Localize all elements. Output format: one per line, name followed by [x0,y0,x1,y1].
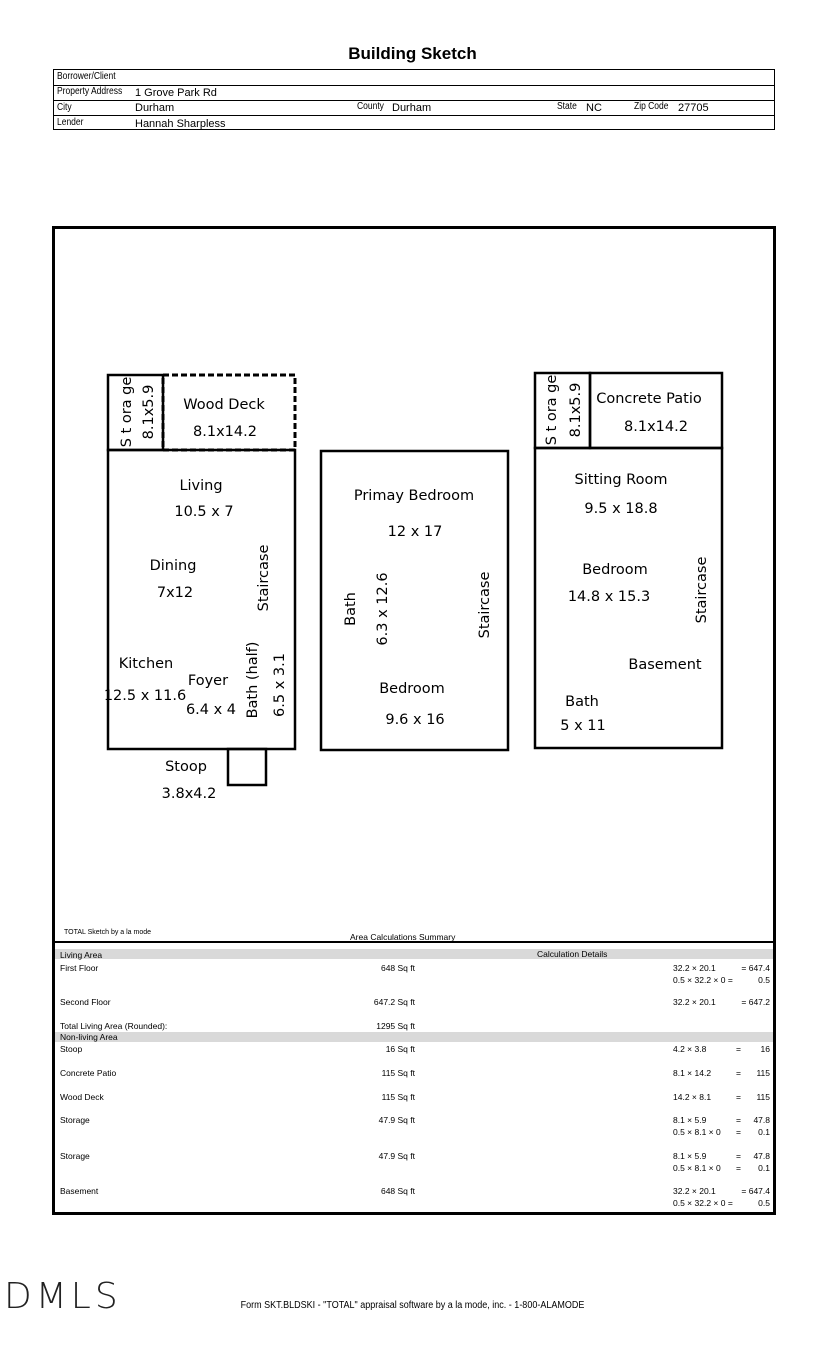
lender-label: Lender [57,117,84,128]
calc-equals: = [736,1127,741,1137]
bath-3-label: Bath [565,694,599,710]
summary-row-area: 115 Sq ft [381,1068,415,1078]
concrete-patio-dim: 8.1x14.2 [624,419,688,435]
wood-deck-dim: 8.1x14.2 [193,424,257,440]
footer-text: Form SKT.BLDSKI - "TOTAL" appraisal software by a la mode, inc. - 1-800-ALAMODE [240,1300,585,1311]
borrower-label: Borrower/Client [57,71,116,82]
calc-expression: 0.5 × 8.1 × 0 [673,1127,721,1137]
summary-row-name: First Floor [60,963,99,973]
right-storage-dim: 8.1x5.9 [568,382,584,438]
zip-value: 27705 [678,102,709,114]
calc-result: 0.1 [758,1163,770,1173]
calc-expression: 32.2 × 20.1 [673,1186,716,1196]
state-value: NC [586,102,602,114]
calc-result: 115 [756,1068,770,1078]
living-area-heading: Living Area [60,950,103,960]
summary-row-name: Second Floor [60,997,111,1007]
calc-result: 115 [756,1092,770,1102]
city-value: Durham [135,102,175,114]
summary-row-area: 47.9 Sq ft [378,1115,415,1125]
stoop-label: Stoop [165,759,207,775]
calc-expression: 32.2 × 20.1 [673,997,716,1007]
calc-equals: = [736,1044,741,1054]
calc-result: 47.8 [753,1151,770,1161]
county-label: County [357,101,384,112]
bedroom-3-label: Bedroom [582,562,648,578]
calc-result: = 647.4 [741,963,770,973]
left-storage-dim: 8.1x5.9 [141,384,157,440]
wood-deck-label: Wood Deck [183,397,265,413]
zip-label: Zip Code [634,101,669,112]
non-living-area-heading: Non-living Area [60,1032,118,1042]
summary-row-area: 1295 Sq ft [376,1021,415,1031]
summary-heading: Area Calculations Summary [350,932,456,942]
bedroom-2-label: Bedroom [379,681,445,697]
bath-2-label: Bath [343,592,359,626]
calc-details-heading: Calculation Details [537,949,608,959]
calc-result: 0.1 [758,1127,770,1137]
summary-row-area: 647.2 Sq ft [373,997,415,1007]
living-dim: 10.5 x 7 [174,504,234,520]
county-value: Durham [392,102,432,114]
page-title: Building Sketch [348,44,477,63]
concrete-patio-outline [590,373,722,448]
calc-result: = 647.2 [741,997,770,1007]
summary-row-area: 115 Sq ft [381,1092,415,1102]
dining-label: Dining [149,558,197,574]
summary-row-name: Basement [60,1186,99,1196]
kitchen-dim: 12.5 x 11.6 [103,688,187,704]
living-area-band [55,949,773,959]
calc-expression: 14.2 × 8.1 [673,1092,712,1102]
calc-expression: 0.5 × 32.2 × 0 = [673,1198,733,1208]
bath-3-dim: 5 x 11 [560,718,606,734]
summary-row-area: 648 Sq ft [380,963,415,973]
calc-equals: = [736,1092,741,1102]
calc-expression: 0.5 × 8.1 × 0 [673,1163,721,1173]
summary-row-name: Concrete Patio [60,1068,117,1078]
bedroom-2-dim: 9.6 x 16 [385,712,445,728]
staircase-3-label: Staircase [694,556,710,624]
calc-expression: 8.1 × 5.9 [673,1115,707,1125]
calc-expression: 8.1 × 5.9 [673,1151,707,1161]
sitting-room-label: Sitting Room [574,472,668,488]
bath-half-dim: 6.5 x 3.1 [272,653,288,717]
foyer-dim: 6.4 x 4 [185,702,237,718]
primary-bedroom-dim: 12 x 17 [387,524,443,540]
stoop-dim: 3.8x4.2 [161,786,217,802]
calc-result: = 647.4 [741,1186,770,1196]
summary-row-name: Wood Deck [60,1092,104,1102]
address-value: 1 Grove Park Rd [135,87,217,99]
calc-expression: 4.2 × 3.8 [673,1044,707,1054]
non-living-area-band [55,1032,773,1042]
lender-value: Hannah Sharpless [135,118,226,130]
calc-result: 16 [760,1044,770,1054]
total-sketch-credit: TOTAL Sketch by a la mode [64,929,152,936]
calc-expression: 32.2 × 20.1 [673,963,716,973]
dining-dim: 7x12 [156,585,194,601]
kitchen-label: Kitchen [118,656,174,672]
calc-equals: = [736,1068,741,1078]
bedroom-3-dim: 14.8 x 15.3 [567,589,651,605]
staircase-1-label: Staircase [256,544,272,612]
stoop-outline [228,749,266,785]
staircase-2-label: Staircase [477,571,493,639]
primary-bedroom-label: Primay Bedroom [353,488,475,504]
summary-row-area: 16 Sq ft [385,1044,415,1054]
summary-row-area: 648 Sq ft [380,1186,415,1196]
calc-equals: = [736,1163,741,1173]
bath-2-dim: 6.3 x 12.6 [375,572,391,646]
dmls-logo: DMLS [4,1276,122,1317]
state-label: State [557,101,577,112]
foyer-label: Foyer [187,673,229,689]
calc-expression: 0.5 × 32.2 × 0 = [673,975,733,985]
calc-equals: = [736,1115,741,1125]
sitting-room-dim: 9.5 x 18.8 [584,501,658,517]
city-label: City [57,102,72,113]
concrete-patio-label: Concrete Patio [596,391,702,407]
bath-half-label: Bath (half) [245,641,261,719]
calc-result: 0.5 [758,1198,770,1208]
living-label: Living [179,478,223,494]
calc-result: 0.5 [758,975,770,985]
calc-equals: = [736,1151,741,1161]
calc-result: 47.8 [753,1115,770,1125]
summary-row-name: Stoop [60,1044,83,1054]
basement-label: Basement [628,657,702,673]
area-calculations-summary [55,941,773,1214]
summary-row-name: Storage [60,1115,90,1125]
summary-row-name: Storage [60,1151,90,1161]
right-storage-label: S t ora ge [544,374,560,446]
summary-row-area: 47.9 Sq ft [378,1151,415,1161]
calc-expression: 8.1 × 14.2 [673,1068,712,1078]
address-label: Property Address [57,86,123,97]
left-storage-label: S t ora ge [119,376,135,448]
summary-row-name: Total Living Area (Rounded): [60,1021,168,1031]
